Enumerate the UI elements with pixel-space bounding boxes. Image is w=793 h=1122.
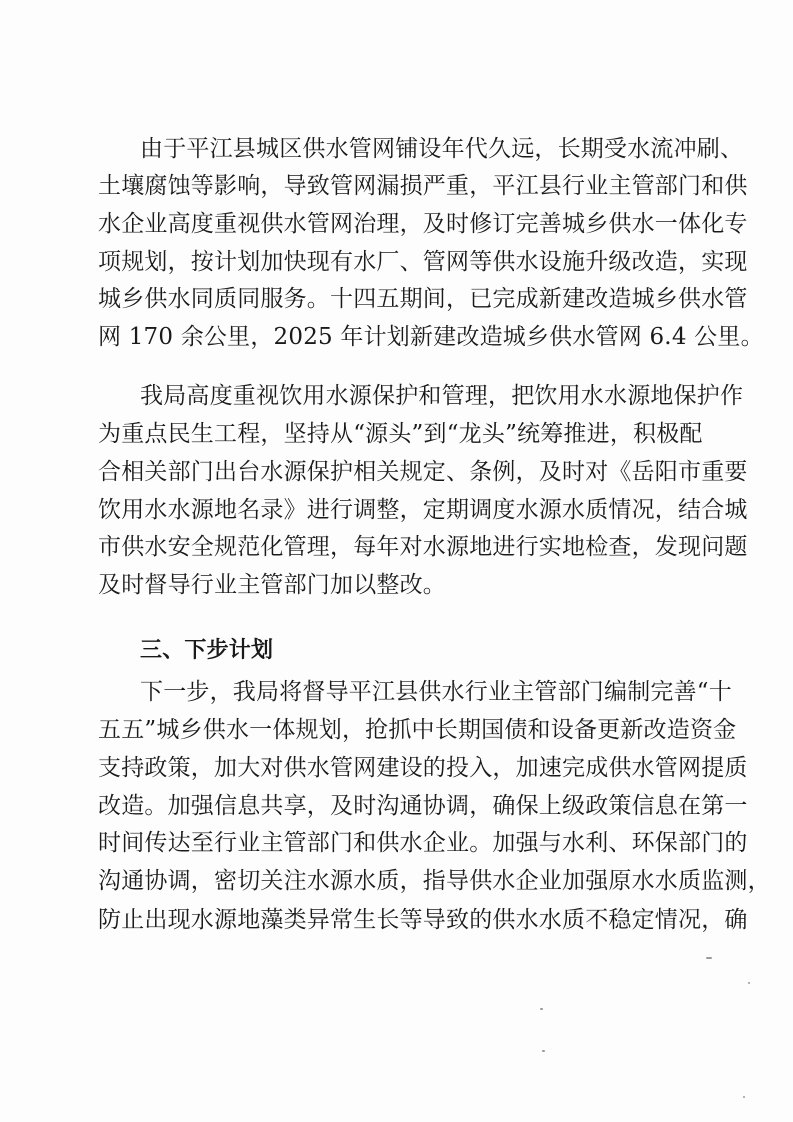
paragraph-3-line-3: 支持政策，加大对供水管网建设的投入，加速完成供水管网提质 bbox=[98, 755, 748, 781]
scan-speck bbox=[743, 1096, 745, 1098]
paragraph-2-line-1: 我局高度重视饮用水源保护和管理，把饮用水水源地保护作 bbox=[140, 383, 744, 409]
paragraph-1-line-4: 项规划，按计划加快现有水厂、管网等供水设施升级改造，实现 bbox=[98, 249, 748, 275]
paragraph-3-line-2: 五五”城乡供水一体规划，抢抓中长期国债和设备更新改造资金 bbox=[98, 717, 737, 743]
paragraph-2-line-2: 为重点民生工程，坚持从“源头”到“龙头”统筹推进，积极配 bbox=[98, 421, 703, 447]
paragraph-2-line-6: 及时督导行业主管部门加以整改。 bbox=[98, 572, 446, 598]
paragraph-1-line-6: 网 170 余公里，2025 年计划新建改造城乡供水管网 6.4 公里。 bbox=[98, 324, 764, 350]
paragraph-1-line-3: 水企业高度重视供水管网治理，及时修订完善城乡供水一体化专 bbox=[98, 211, 748, 237]
scan-speck bbox=[542, 1050, 545, 1052]
paragraph-2-line-3: 合相关部门出台水源保护相关规定、条例，及时对《岳阳市重要 bbox=[98, 459, 748, 485]
scan-speck bbox=[540, 1008, 543, 1010]
paragraph-1-line-2: 土壤腐蚀等影响，导致管网漏损严重，平江县行业主管部门和供 bbox=[98, 173, 748, 199]
scan-speck bbox=[748, 982, 750, 984]
paragraph-2-line-5: 市供水安全规范化管理，每年对水源地进行实地检查，发现问题 bbox=[98, 534, 748, 560]
section-heading: 三、下步计划 bbox=[140, 638, 274, 663]
paragraph-1-line-1: 由于平江县城区供水管网铺设年代久远，长期受水流冲刷、 bbox=[140, 136, 744, 162]
paragraph-3-line-4: 改造。加强信息共享，及时沟通协调，确保上级政策信息在第一 bbox=[98, 793, 748, 819]
paragraph-3-line-5: 时间传达至行业主管部门和供水企业。加强与水利、环保部门的 bbox=[98, 830, 748, 856]
scan-speck bbox=[706, 957, 712, 959]
paragraph-2-line-4: 饮用水水源地名录》进行调整，定期调度水源水质情况，结合城 bbox=[98, 497, 748, 523]
paragraph-3-line-7: 防止出现水源地藻类异常生长等导致的供水水质不稳定情况，确 bbox=[98, 907, 748, 933]
paragraph-3-line-6: 沟通协调，密切关注水源水质，指导供水企业加强原水水质监测， bbox=[98, 868, 771, 894]
paragraph-3-line-1: 下一步，我局将督导平江县供水行业主管部门编制完善“十 bbox=[140, 679, 732, 705]
paragraph-1-line-5: 城乡供水同质同服务。十四五期间，已完成新建改造城乡供水管 bbox=[98, 286, 748, 312]
